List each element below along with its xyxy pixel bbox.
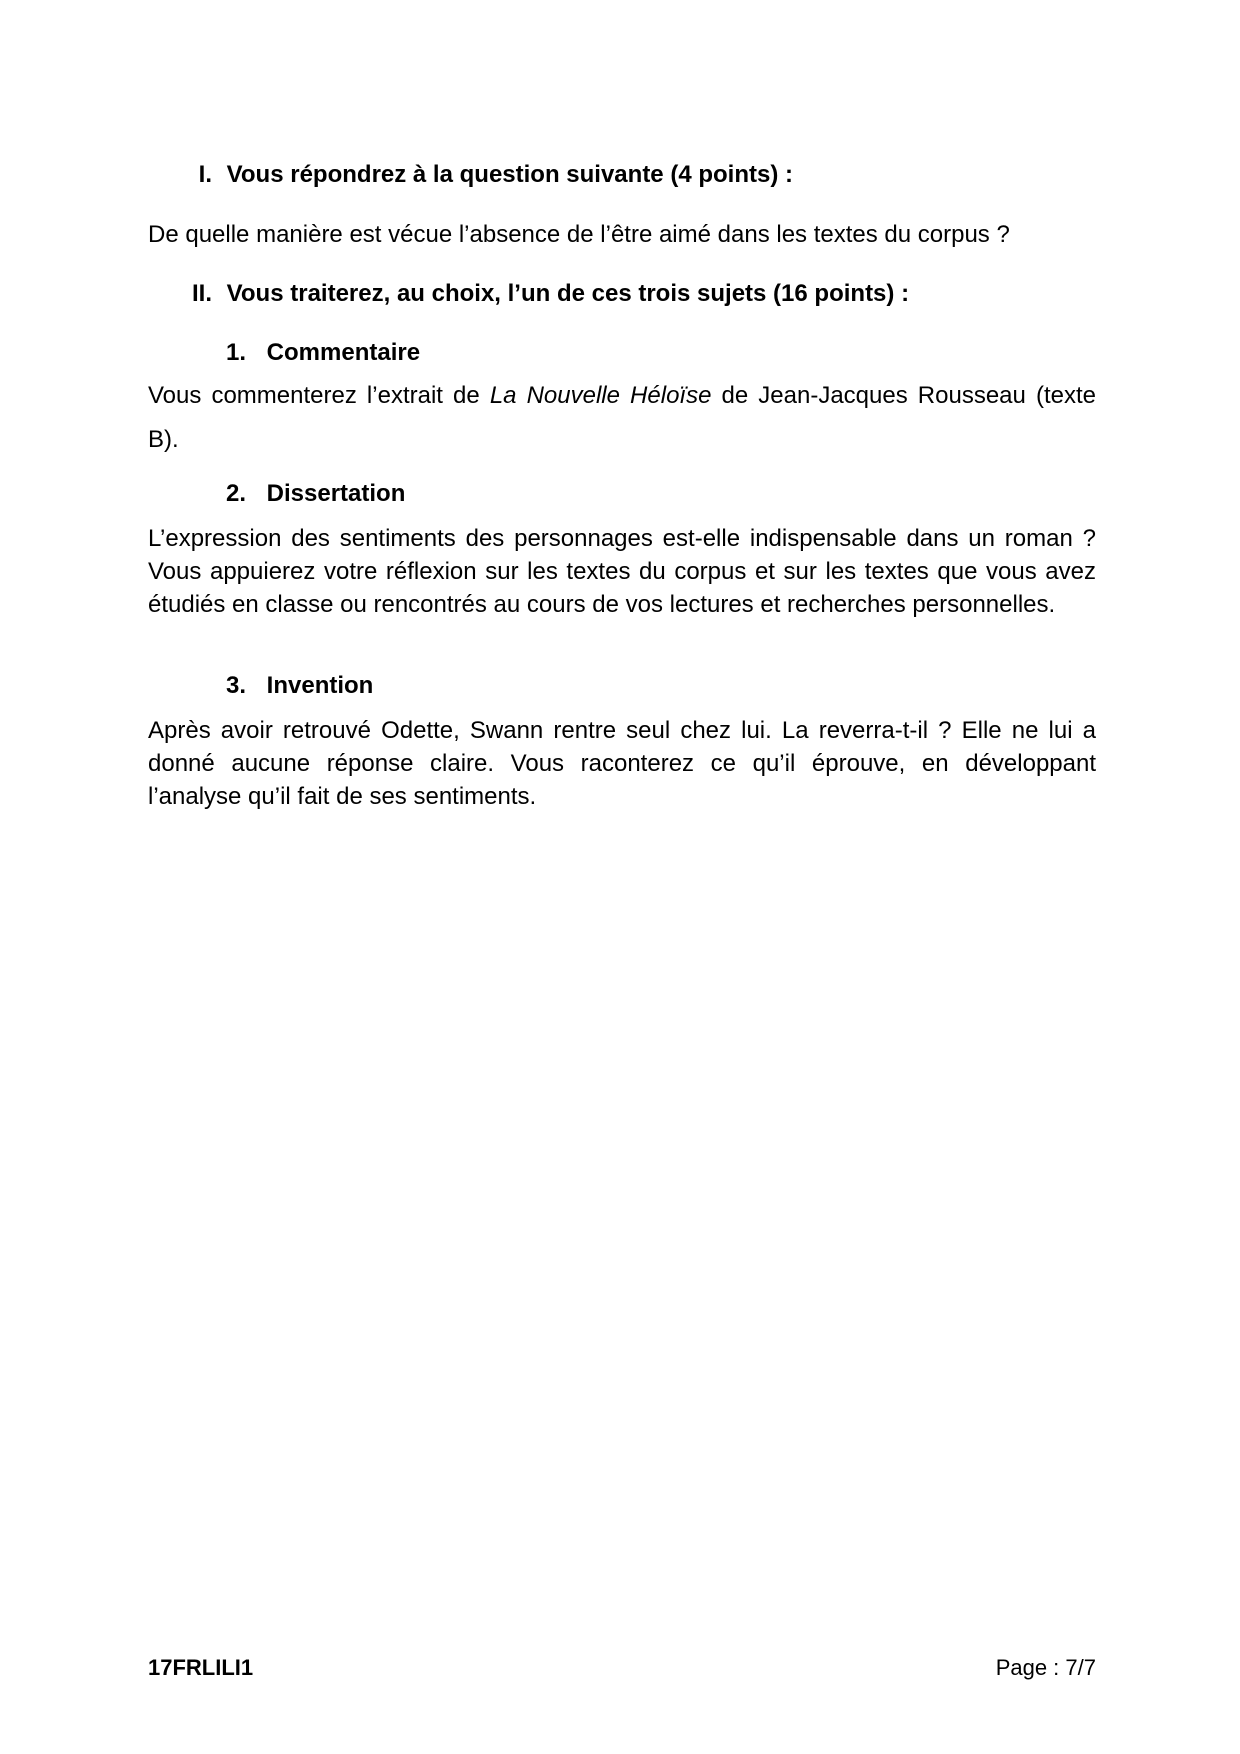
section-1-title: Vous répondrez à la question suivante (4 points) : <box>226 161 793 188</box>
section-1-heading <box>190 160 793 190</box>
document-code: 17FRLILI1 <box>148 1655 254 1680</box>
subject-3-text: Après avoir retrouvé Odette, Swann rentre seul chez lui. La reverra-t-il ? Elle ne lui a donné aucune réponse claire. Vous raconterez ce qu’il éprouve, en développant l’analyse qu’il fait de ses sentiments. <box>148 717 1096 810</box>
subject-1-text-after: de Jean-Jacques Rousseau (texte B). <box>148 382 1096 453</box>
subject-1-text-italic: La Nouvelle Héloïse <box>489 382 712 409</box>
subject-2-heading <box>224 479 405 509</box>
section-1-question: De quelle manière est vécue l’absence de l’être aimé dans les textes du corpus ? <box>148 221 1010 248</box>
section-2-heading <box>184 279 909 309</box>
subject-2-text: L’expression des sentiments des personnages est-elle indispensable dans un roman ? Vous appuierez votre réflexion sur les textes du corpus et sur les textes que vous avez étudiés en classe ou rencontrés au cours de vos lectures et recherches personnelles. <box>148 525 1096 618</box>
section-2-numeral: II. <box>191 280 212 307</box>
section-1-numeral: I. <box>198 161 212 188</box>
subject-1-heading <box>224 338 420 368</box>
subject-3-number: 3. <box>225 672 246 699</box>
subject-3-heading <box>224 671 373 701</box>
page-number: Page : 7/7 <box>995 1655 1096 1680</box>
subject-3-title: Invention <box>266 672 374 699</box>
subject-2-number: 2. <box>225 480 246 507</box>
subject-1-number: 1. <box>225 339 246 366</box>
subject-2-title: Dissertation <box>266 480 406 507</box>
subject-1-text-before: Vous commenterez l’extrait de <box>148 382 490 409</box>
section-2-title: Vous traiterez, au choix, l’un de ces trois sujets (16 points) : <box>226 280 910 307</box>
subject-1-text <box>148 374 1096 462</box>
subject-1-title: Commentaire <box>266 339 421 366</box>
